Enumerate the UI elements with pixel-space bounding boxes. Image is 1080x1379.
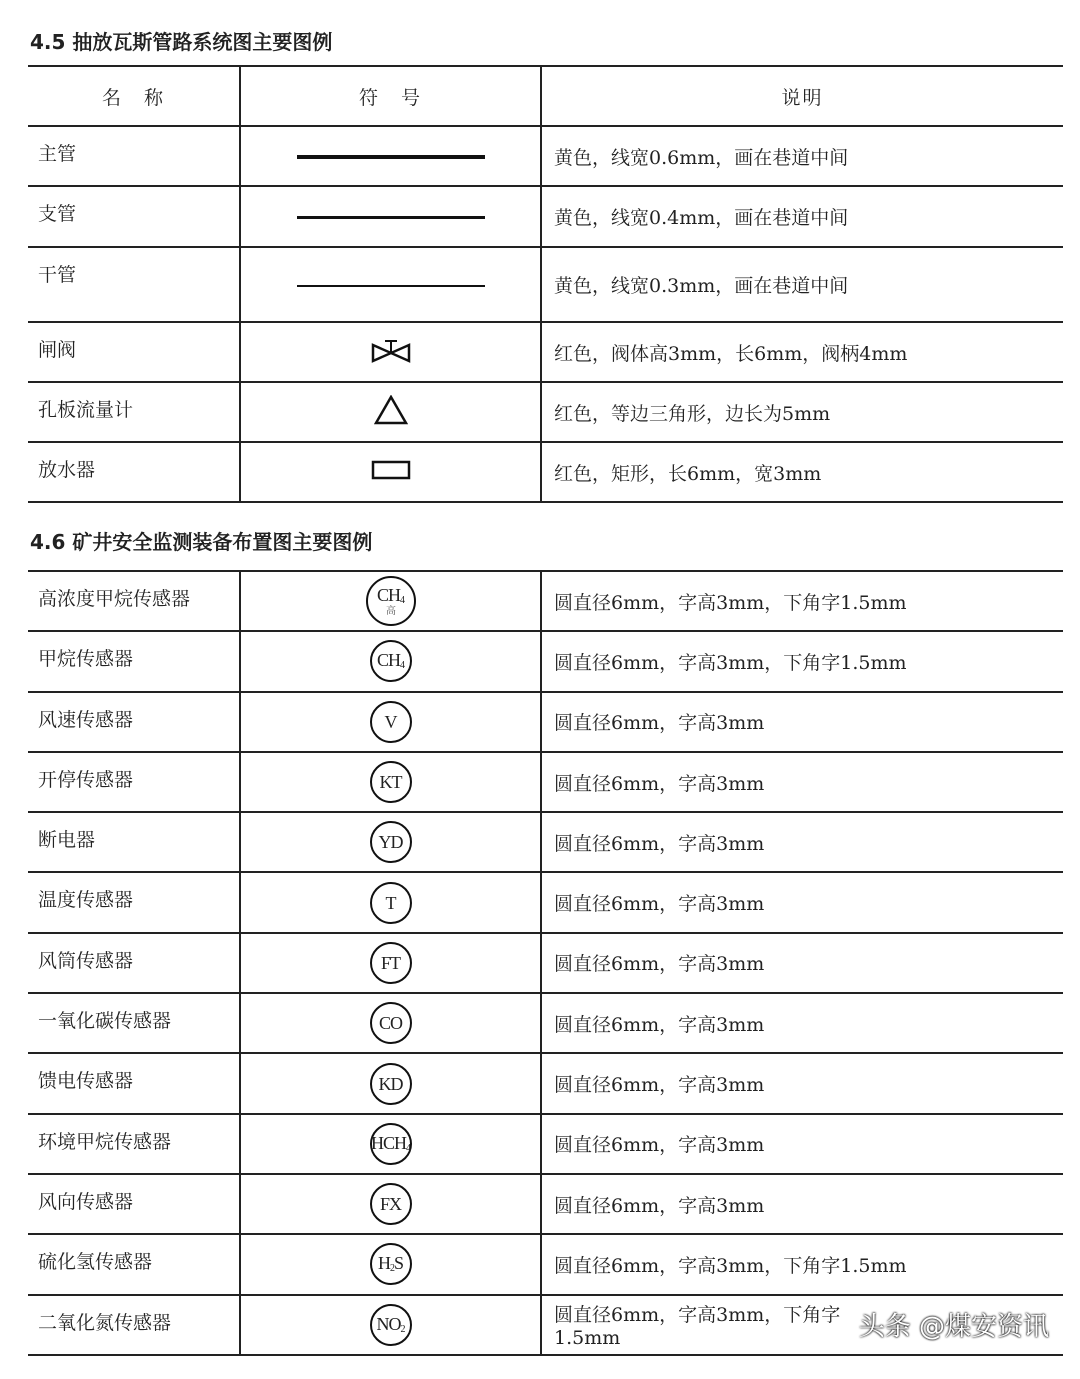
symbol-main: KD	[378, 1073, 403, 1094]
sensor-description-text: 圆直径6mm，字高3mm，下角字1.5mm	[554, 591, 907, 614]
sensor-name: 开停传感器	[28, 752, 240, 812]
sensor-circle-icon	[370, 942, 412, 984]
sensor-circle-icon	[370, 1304, 412, 1346]
sensor-description-text: 圆直径6mm，字高3mm，下角字1.5mm	[554, 1304, 841, 1350]
symbol-subscript: 4	[400, 594, 404, 606]
valve-icon	[371, 337, 411, 363]
sensor-circle-icon	[370, 640, 412, 682]
symbol-main: CO	[378, 1013, 402, 1034]
symbol-under: 高	[386, 605, 395, 617]
table-row	[28, 1053, 1063, 1113]
symbol-formula	[386, 894, 396, 912]
item-description: 红色，矩形，长6mm，宽3mm	[541, 442, 1063, 502]
symbol-main: NO	[376, 1313, 401, 1334]
sensor-description-text: 圆直径6mm，字高3mm	[554, 953, 765, 976]
table-row	[28, 442, 1063, 502]
sensor-circle-icon	[370, 1002, 412, 1044]
sensor-symbol	[240, 571, 541, 631]
symbol-formula	[379, 1075, 403, 1093]
table-row	[28, 186, 1063, 247]
table-row	[28, 872, 1063, 932]
item-symbol	[240, 382, 541, 442]
item-symbol	[240, 186, 541, 247]
sensor-name: 硫化氢传感器	[28, 1234, 240, 1294]
item-description: 黄色，线宽0.6mm，画在巷道中间	[541, 126, 1063, 186]
sensor-circle-icon	[370, 1243, 412, 1285]
section-title-safety-monitoring: 4.6 矿井安全监测装备布置图主要图例	[30, 530, 373, 554]
sensor-name: 甲烷传感器	[28, 631, 240, 691]
item-name: 干管	[28, 247, 240, 322]
sensor-symbol	[240, 933, 541, 993]
symbol-formula	[377, 651, 404, 671]
item-name: 放水器	[28, 442, 240, 502]
item-description: 红色，等边三角形，边长为5mm	[541, 382, 1063, 442]
symbol-main: FT	[380, 952, 400, 973]
table-row	[28, 812, 1063, 872]
sensor-symbol	[240, 1053, 541, 1113]
sensor-description	[541, 752, 1063, 812]
symbol-formula	[379, 833, 403, 851]
sensor-name: 风筒传感器	[28, 933, 240, 993]
thick-line-symbol	[297, 155, 485, 159]
symbol-formula	[377, 586, 404, 606]
sensor-name: 二氧化氮传感器	[28, 1295, 240, 1355]
medium-line-symbol	[297, 216, 485, 219]
sensor-circle-icon	[370, 1123, 412, 1165]
sensor-description	[541, 872, 1063, 932]
sensor-circle-icon	[370, 1183, 412, 1225]
sensor-name: 馈电传感器	[28, 1053, 240, 1113]
symbol-main: KT	[379, 772, 402, 793]
sensor-description	[541, 933, 1063, 993]
sensor-description-text: 圆直径6mm，字高3mm	[554, 1074, 765, 1097]
sensor-description-text: 圆直径6mm，字高3mm	[554, 832, 765, 855]
sensor-description	[541, 1053, 1063, 1113]
sensor-circle-icon	[370, 761, 412, 803]
triangle-icon	[374, 395, 408, 425]
sensor-circle-icon	[370, 821, 412, 863]
sensor-symbol	[240, 993, 541, 1053]
header-description: 说明	[541, 66, 1063, 126]
item-description: 黄色，线宽0.4mm，画在巷道中间	[541, 186, 1063, 247]
sensor-symbol	[240, 692, 541, 752]
sensor-symbol	[240, 1174, 541, 1234]
sensor-description-text: 圆直径6mm，字高3mm	[554, 772, 765, 795]
sensor-description	[541, 1234, 1063, 1294]
description-with-watermark	[554, 1300, 1063, 1349]
safety-monitoring-legend-table	[28, 570, 1063, 1356]
item-description: 红色，阀体高3mm，长6mm，阀柄4mm	[541, 322, 1063, 382]
sensor-name: 风速传感器	[28, 692, 240, 752]
gas-pipeline-legend-table	[28, 65, 1063, 503]
sensor-description	[541, 631, 1063, 691]
symbol-formula	[379, 1014, 402, 1032]
table-row	[28, 247, 1063, 322]
sensor-description-text: 圆直径6mm，字高3mm	[554, 1134, 765, 1157]
table-row	[28, 631, 1063, 691]
sensor-name: 风向传感器	[28, 1174, 240, 1234]
table-row	[28, 692, 1063, 752]
sensor-description-text: 圆直径6mm，字高3mm	[554, 893, 765, 916]
sensor-description-text: 圆直径6mm，字高3mm	[554, 1013, 765, 1036]
table-row	[28, 752, 1063, 812]
table-row	[28, 322, 1063, 382]
symbol-tail: S	[393, 1253, 403, 1274]
item-description: 黄色，线宽0.3mm，画在巷道中间	[541, 247, 1063, 322]
symbol-main: YD	[378, 832, 403, 853]
symbol-formula	[377, 1315, 405, 1335]
symbol-subscript: 4	[400, 660, 404, 672]
sensor-description	[541, 812, 1063, 872]
item-name: 闸阀	[28, 322, 240, 382]
table-row	[28, 1114, 1063, 1174]
sensor-description-text: 圆直径6mm，字高3mm	[554, 1194, 765, 1217]
sensor-description-text: 圆直径6mm，字高3mm	[554, 712, 765, 735]
thin-line-symbol	[297, 285, 485, 287]
symbol-main: CH	[376, 650, 400, 671]
header-name: 名 称	[28, 66, 240, 126]
table-row	[28, 993, 1063, 1053]
item-name: 主管	[28, 126, 240, 186]
sensor-name: 温度传感器	[28, 872, 240, 932]
table-row	[28, 382, 1063, 442]
table-header	[28, 66, 1063, 126]
sensor-description	[541, 1174, 1063, 1234]
symbol-formula	[371, 1134, 410, 1154]
table-row	[28, 126, 1063, 186]
sensor-symbol	[240, 1114, 541, 1174]
symbol-subscript: 2	[400, 1323, 405, 1335]
sensor-circle-icon	[370, 882, 412, 924]
symbol-formula	[380, 773, 402, 791]
sensor-symbol	[240, 1295, 541, 1355]
item-symbol	[240, 247, 541, 322]
item-symbol	[240, 442, 541, 502]
sensor-name: 高浓度甲烷传感器	[28, 571, 240, 631]
sensor-name: 一氧化碳传感器	[28, 993, 240, 1053]
sensor-symbol	[240, 812, 541, 872]
sensor-symbol	[240, 631, 541, 691]
sensor-description	[541, 993, 1063, 1053]
symbol-main: H	[377, 1253, 390, 1274]
sensor-symbol	[240, 1234, 541, 1294]
symbol-formula	[381, 954, 400, 972]
item-symbol	[240, 322, 541, 382]
table-row	[28, 571, 1063, 631]
item-name: 支管	[28, 186, 240, 247]
sensor-description-text: 圆直径6mm，字高3mm，下角字1.5mm	[554, 1254, 907, 1277]
sensor-description-text: 圆直径6mm，字高3mm，下角字1.5mm	[554, 651, 907, 674]
header-symbol: 符 号	[240, 66, 541, 126]
symbol-main: HCH	[371, 1132, 407, 1153]
sensor-circle-icon	[370, 701, 412, 743]
watermark: 头条 @煤安资讯	[858, 1312, 1049, 1343]
rectangle-icon	[371, 459, 411, 481]
symbol-subscript: 2	[389, 1263, 394, 1275]
sensor-circle-icon	[370, 1063, 412, 1105]
sensor-description	[541, 1114, 1063, 1174]
sensor-name: 环境甲烷传感器	[28, 1114, 240, 1174]
symbol-main: V	[384, 711, 397, 732]
section-title-gas-pipeline: 4.5 抽放瓦斯管路系统图主要图例	[30, 30, 333, 54]
symbol-formula	[380, 1195, 401, 1213]
sensor-description	[541, 1295, 1063, 1355]
symbol-main: T	[385, 892, 396, 913]
sensor-description	[541, 571, 1063, 631]
sensor-description	[541, 692, 1063, 752]
symbol-subscript: 4	[406, 1142, 411, 1154]
sensor-name: 断电器	[28, 812, 240, 872]
symbol-formula	[378, 1254, 403, 1274]
table-row	[28, 1234, 1063, 1294]
item-name: 孔板流量计	[28, 382, 240, 442]
table-row	[28, 933, 1063, 993]
sensor-circle-icon	[366, 576, 416, 626]
table-row	[28, 1174, 1063, 1234]
sensor-symbol	[240, 872, 541, 932]
symbol-main: FX	[379, 1194, 401, 1215]
table-row	[28, 1295, 1063, 1355]
item-symbol	[240, 126, 541, 186]
symbol-formula	[385, 713, 397, 731]
sensor-symbol	[240, 752, 541, 812]
symbol-main: CH	[376, 584, 400, 605]
